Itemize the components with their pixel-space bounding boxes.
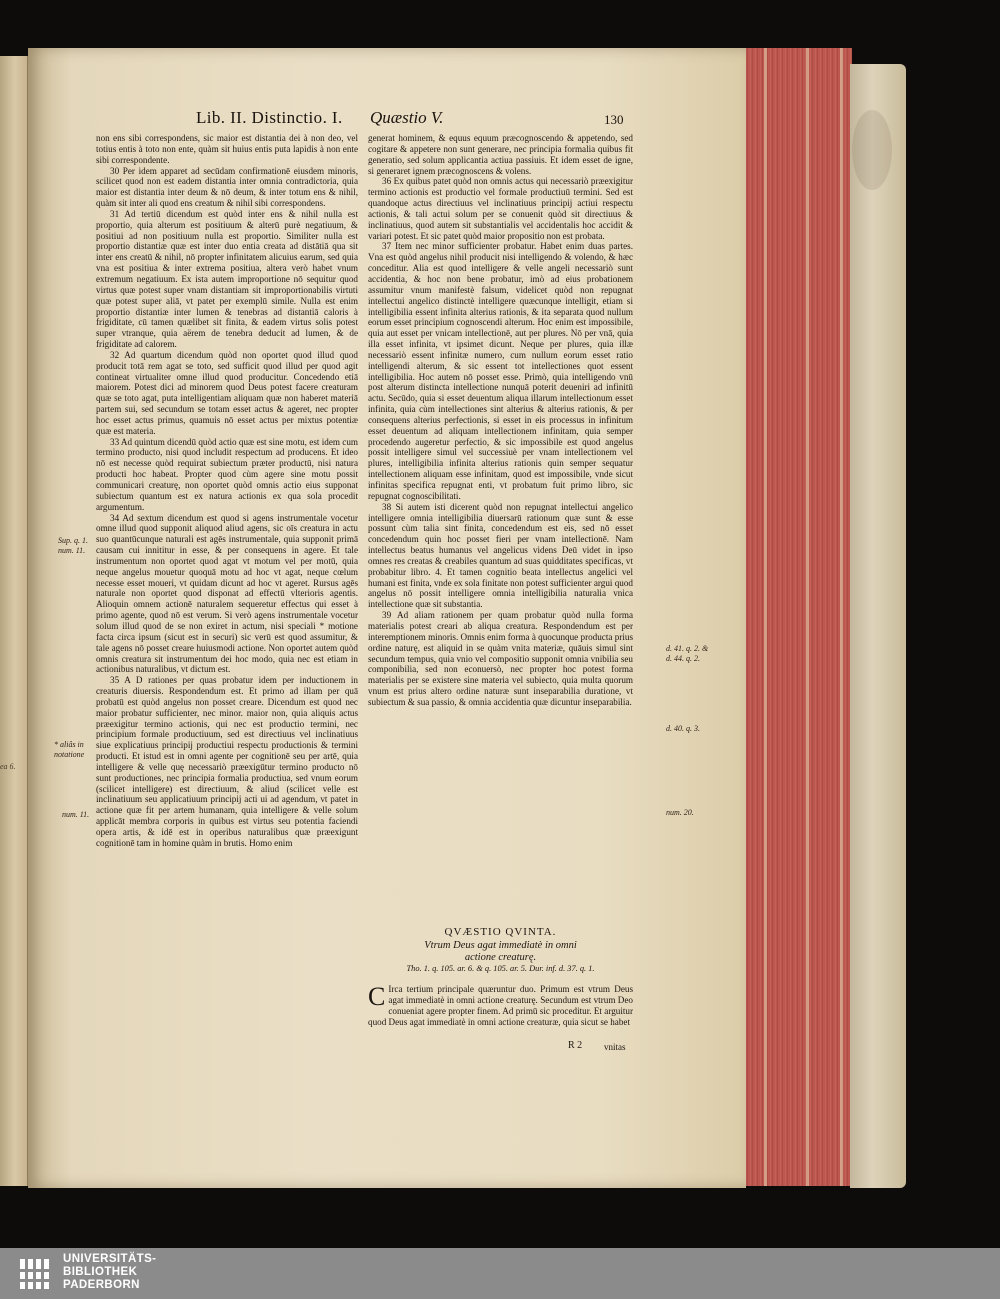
paragraph: 31 Ad tertiū dicendum est quòd inter ens & nihil nulla est proportio, quia alterum est positiuum & alterū purè negatiuum, & positiui ad non positiuum nulla est proportio. Similiter nulla est proportio distantiæ quæ est inter duo entia creata ad distātiā qua sit inter ens creatū & nihil, nō propter infinitatem alicuius earum, sed quia vna est positiua & inter extrema positiua, altera verò habet vnum extremum negatiuum. Ex ista autem improportione nō sequitur quod virtus quæ potest super vnam distantiam sit improportionabilis virtuti quæ potest super aliā, vt patet per exemplū simile. Nulla est enim proportio distantiæ inter lumen & tenebras ad distantiā caloris à frigiditate, cū tamen quælibet sit finita, & eadem virtus solis potest super vtranque, quia aërem de tenebra deducit ad lumen, & de frigiditate ad calorem. [96, 208, 358, 350]
paragraph: 33 Ad quintum dicendū quòd actio quæ est sine motu, est idem cum termino producto, nisi quod includit respectum ad producens. Et ideo nō est necesse quòd requirat subiectum præter productū, nisi natura producti hoc habeat. Propter quod cùm agere sine motu possit communicari creaturę, non oportet quòd omnis actio eius supponat subiectum quantum est ex natura actionis ex qua sola procedit argumentum. [96, 436, 358, 512]
catchword: vnitas [604, 1042, 626, 1052]
margin-note: num. 11. [62, 810, 90, 819]
margin-note: Sup. q. 1. num. 11. [58, 536, 88, 555]
header-book-distinction: Lib. II. Distinctio. I. [196, 108, 343, 127]
page-edge-highlight [806, 48, 809, 1186]
page-edge-highlight [764, 48, 767, 1186]
paragraph: non ens sibi correspondens, sic maior est distantia dei à non deo, vel totius entis à toto non ente, quàm sit huius entis puta lapidis à non ente sibi correspondente. [96, 133, 358, 165]
paragraph: 38 Si autem isti dicerent quòd non repugnat intellectui angelico intelligere omnia intelligibilia diuersarū rationum quæ sunt & esse possunt cùm talia sint finita, concedendum est eis, sed nō esset concedendum quin hoc posset fieri per vnam intellectionē. Nam intellectus beatus humanus vel angelicus videns Deū videt in ipso omnes res creatas & creabiles quantum ad suas quidditates specificas, vt probabitur libro. 4. Et tamen cognitio beata intellectus angelici vel humani est finita, vnde ex sola finitate non potest sufficienter argui quod angelus nō possit intelligere omnia intelligibilia naturalia vnica intellectione quæ sit substantia. [368, 501, 633, 610]
left-page-edge [0, 56, 28, 1186]
question-subtitle-line: actione creaturę. [464, 952, 537, 963]
library-footer [0, 1248, 1000, 1299]
page-number: 130 [604, 112, 624, 127]
question-body-text: Irca tertium principale quæruntur duo. Primum est vtrum Deus agat immediatè in omni actione creaturę. Secundum est vtrum Deo conueniat agere propter finem. Ad primū sic proceditur. Et arguitur quod Deus agat immediatè in omni actione creaturæ, quia sicut se habet [368, 984, 633, 1027]
drop-cap-initial: C [368, 982, 386, 1011]
margin-note: num. 20. [666, 808, 694, 817]
left-text-column [96, 133, 358, 849]
page-edge-highlight [840, 48, 843, 1186]
left-edge-mark: ea 6. [0, 762, 16, 771]
university-library-logo-icon [18, 1255, 56, 1293]
paragraph: 36 Ex quibus patet quòd non omnis actus qui necessariò præexigitur termino actionis est productio vel formale productiuū termini. Sed est quandoque actus directiuus vel inclinatiuus principij actiui respectu actionis, & tali actui solum per se conuenit quòd sit directiuus & inclinatiuus, quod autem sit substantialis vel accidentalis hoc accidit & variari potest. Et sic patet quòd maior propositio non est probata. [368, 176, 633, 241]
signature-mark: R 2 [568, 1040, 583, 1051]
paragraph: 30 Per idem apparet ad secūdam confirmationē eiusdem minoris, scilicet quod non est eadem distantia inter omnia contradictoria, quia maior est distantia inter deum & nō deum, & inter totum ens & nihil, quàm sit inter ali quod ens creatum & nihil sibi correspondens. [96, 165, 358, 209]
paragraph: 32 Ad quartum dicendum quòd non oportet quod illud quod producit totā rem agat se toto, sed sufficit quod illud per quod agit contineat virtualiter omne illud quod producitur. Concedendo etiā maiorem. Potest dici ad minorem quod Deus potest facere creaturam quæ se toto agat, puta intelligentiam aliquam quæ non haberet materiā partem sui, sed secundum se totam esset actus & ageret, nec propter hoc esset actus primus, quamuis nō esset actus per mixtus potentiæ quæ est materia. [96, 349, 358, 436]
question-title: QVÆSTIO QVINTA. [444, 926, 557, 938]
cover-stain [852, 110, 892, 190]
library-name-line: UNIVERSITÄTS- [63, 1253, 157, 1265]
paragraph: 35 A D rationes per quas probatur idem per inductionem in creaturis diuersis. Respondendum est. Et primo ad illam per quā probatū est quòd angelus non posset creare. Dicendum est quod nec maior probatur sufficienter, nec minor. maior non, quia aliquis actus præexigitur termino actionis, qui nec est productio termini, nec principium formale productiuum, sed est directiuus vel inclinatiuus siue explicatiuus principij productiui respectu productionis & termini producti. Et istud est in omni agente per cognitionē seu per artē, quia intelligere & velle quę necessariò præexigūtur termino producto nō sunt productiones, nec principia formalia productiua, sed vnum eorum (scilicet intelligere) est directiuum, & aliud (scilicet velle est inclinatiuum seu applicatiuum principij acti ui ad agendum, vt patet in actione quæ fit per artem humanam, quia intelligere & velle solum applicāt membra corporis in quibus est virtus seu potentia faciendi opera artis, & idē est in operibus naturalibus quæ præexigunt cognitionē tam in homine quàm in brutis. Homo enim [96, 675, 358, 848]
right-text-column [368, 133, 633, 708]
library-name-line: PADERBORN [63, 1279, 140, 1291]
paragraph: generat hominem, & equus equum præcognoscendo & appetendo, sed cogitare & appetere non sunt generare, nec principia formalia quibus fit generatio, sed solum applicantia actiua passiuis. Et idem esset de igne, si generaret ignem præcognoscens & volens. [368, 133, 633, 176]
book-cover-vellum [850, 64, 906, 1188]
margin-note: d. 40. q. 3. [666, 724, 700, 733]
question-reference: Tho. 1. q. 105. ar. 6. & q. 105. ar. 5. Dur. inf. d. 37. q. 1. [406, 964, 595, 973]
paragraph: 39 Ad aliam rationem per quam probatur quòd nulla forma materialis potest creari ab aliqua creatura. Respondendum est per interemptionem minoris. Omnis enim forma à quocunque producta prius ordine naturę, est aliquid in se quàm vnita materiæ, quāuis simul sint secundum tempus, quia vnio vel compositio supponit omnia vnibilia seu componibilia, sed non econuersò, nec propter hoc potest forma materialis per se existere sine materia vel subiecto, quia multa quorum vnum est prius altero ordine naturæ sunt inseparabilia duratione, vt subiectum & sua passio, & omnia accidentia quæ dicuntur inseparabilia. [368, 610, 633, 707]
library-name [63, 1253, 156, 1292]
header-question: Quæstio V. [370, 108, 444, 127]
library-name-line: BIBLIOTHEK [63, 1266, 138, 1278]
margin-note: * aliâs in notatione [54, 740, 85, 759]
question-body [368, 984, 633, 1028]
question-subtitle-line: Vtrum Deus agat immediatè in omni [424, 940, 577, 951]
page-edges-red [742, 48, 852, 1186]
margin-note: d. 41. q. 2. & d. 44. q. 2. [666, 644, 709, 663]
paragraph: 37 Item nec minor sufficienter probatur. Habet enim duas partes. Vna est quòd angelus nihil producit nisi intelligendo & volendo, & hæc conceditur. Alia est quod intelligere & velle angeli necessariò sunt accidentia, & hoc non bene probatur, imò ad eius probationem assumitur vnum manifestè falsum, videlicet quòd non repugnat intellectui angelico distinctè intelligere quæcunque intelligit, etiam si intelligibilia essent infinita alterius rationis, & ita separata quod nullum eorum esset principium cognoscendi alterum. Hoc enim est impossibile, quia aut esset per vnicam intellectionē, aut per plures. Nō per vnā, quia illa esset infinita, vt ipsimet dicunt. Neque per plures, quia illæ necessariò essent infinitæ numero, cum nullum eorum esset ratio intelligendi alterum, & sic essent tot intellectiones quot essent intelligibilia. Hoc autem nō posset esse. Primò, quia intelligendo vnū post alterum distincta intellectione nunquā poterit deueniri ad infinitū actu. Secūdo, quia si esset deuentum aliqua illarum intellectionum esset infinita, quia cùm intellectiones sint alterius & alterius rationis, & per consequens alterius perfectionis, si esset in eis processus in infinitum esset deuentum ad aliquam intellectionem infinitam, quia semper procedendo augeretur perfectio, & sic impossibile est quod angelus possit intelligere simul vel successiuè per vnam intellectionem vel plures, intelligibilia infinita alterius rationis quin semper sequatur intellectionem aliquam esse infinitam, quod est impossibile, vnde sicut infinitas specifica repugnat enti, vt probatum fuit primo libro, sic repugnat cognoscibilitati. [368, 241, 633, 501]
paragraph: 34 Ad sextum dicendum est quod si agens instrumentale vocetur omne illud quod supponit aliquod aliud agens, sic oīs creatura in actu suo quantūcunque naturali est agēs instrumentale, quia supponit primā causam cui innititur in esse, & per consequens in agere. Et tale instrumentum non oportet quod agat vt motum vel per motū, quia neque angelus mouetur quoquā motu ad hoc vt agat, neque cœlum necesse esset moueri, vt quidam dicunt ad hoc vt ageret. Rursus agēs naturale non oportet quod disponat ad effectū vlterioris agentis. Alioquin omnem actionē naturalem sequeretur effectus qui esset à primo agente, quod nō est verum. Si verò agens instrumentale vocetur solum illud quod de se non exiret in actum, nisi speciali * motione facta circa ipsum (sicut est in securi) sic verū est quod assumitur, & tale agens nō posset creare huiusmodi actione. Non oportet autem quòd omnis creatura sit instrumentum dei hoc modo, quia nec est etiam in actionibus naturalibus, vt dictum est. [96, 512, 358, 675]
question-subtitle [368, 940, 633, 964]
running-header [80, 108, 630, 132]
